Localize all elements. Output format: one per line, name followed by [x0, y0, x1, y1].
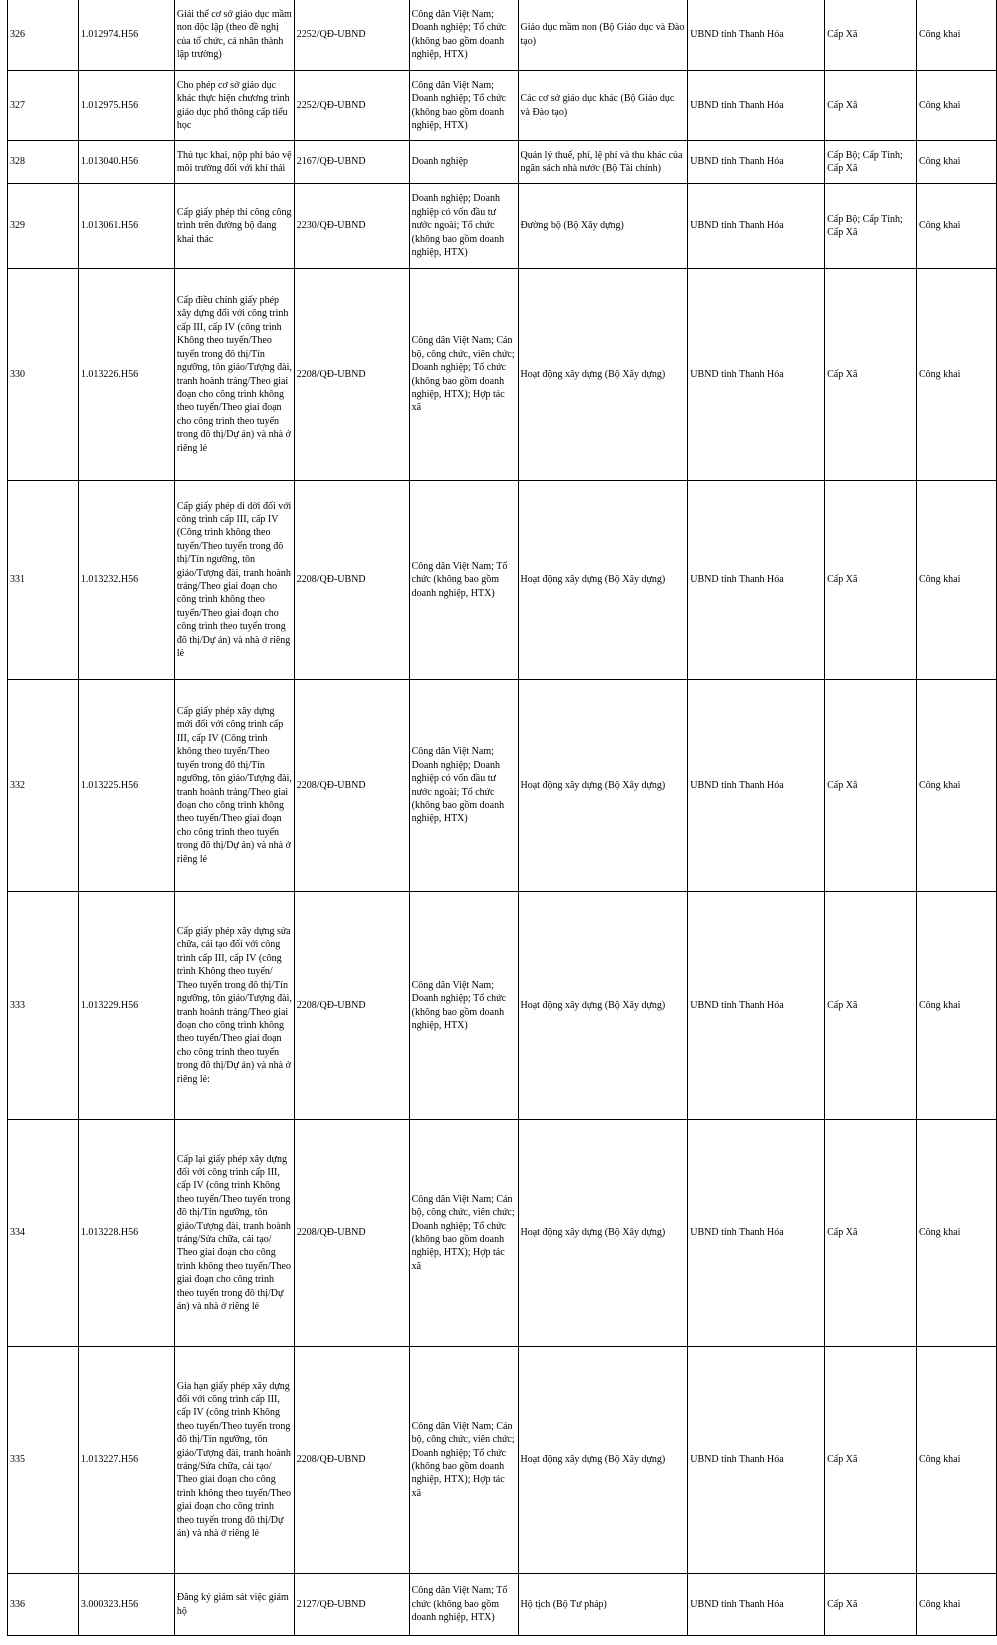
cell-subject: Công dân Việt Nam; Doanh nghiệp; Tổ chức (không bao gồm doanh nghiệp, HTX) — [409, 0, 518, 71]
cell-stt: 336 — [8, 1574, 79, 1636]
cell-agency: UBND tỉnh Thanh Hóa — [688, 1574, 825, 1636]
cell-code: 1.013229.H56 — [78, 892, 174, 1120]
cell-code: 1.013225.H56 — [78, 680, 174, 892]
cell-agency: UBND tỉnh Thanh Hóa — [688, 892, 825, 1120]
cell-level: Cấp Xã — [825, 1574, 917, 1636]
cell-status: Công khai — [917, 1347, 997, 1574]
cell-field: Quản lý thuế, phí, lệ phí và thu khác của ngân sách nhà nước (Bộ Tài chính) — [518, 141, 688, 184]
cell-status: Công khai — [917, 71, 997, 141]
cell-status: Công khai — [917, 1574, 997, 1636]
cell-status: Công khai — [917, 269, 997, 481]
cell-subject: Công dân Việt Nam; Cán bộ, công chức, viên chức; Doanh nghiệp; Tổ chức (không bao gồm doanh nghiệp, HTX); Hợp tác xã — [409, 269, 518, 481]
cell-stt: 326 — [8, 0, 79, 71]
cell-agency: UBND tỉnh Thanh Hóa — [688, 680, 825, 892]
cell-level: Cấp Xã — [825, 892, 917, 1120]
cell-field: Hoạt động xây dựng (Bộ Xây dựng) — [518, 481, 688, 680]
cell-agency: UBND tỉnh Thanh Hóa — [688, 1120, 825, 1347]
cell-agency: UBND tỉnh Thanh Hóa — [688, 269, 825, 481]
cell-name: Cho phép cơ sở giáo dục khác thực hiện chương trình giáo dục phổ thông cấp tiểu học — [174, 71, 294, 141]
cell-name: Cấp điều chỉnh giấy phép xây dựng đối với công trình cấp III, cấp IV (công trình Không theo tuyến/Theo tuyến trong đô thị/Tín ngưỡng, tôn giáo/Tượng đài, tranh hoành tráng/Theo giai đoạn cho công trình không theo tuyến/Theo giai đoạn cho công trình theo tuyến trong đô thị/Dự án) và nhà ở riêng lẻ — [174, 269, 294, 481]
table-row — [8, 1574, 997, 1636]
cell-code: 1.013227.H56 — [78, 1347, 174, 1574]
cell-stt: 330 — [8, 269, 79, 481]
cell-name: Cấp giấy phép di dời đối với công trình cấp III, cấp IV (Công trình không theo tuyến/Theo tuyến trong đô thị/Tín ngưỡng, tôn giáo/Tượng đài, tranh hoành tráng/Theo giai đoạn cho công trình không theo tuyến/Theo giai đoạn cho công trình theo tuyến trong đô thị/Dự án) và nhà ở riêng lẻ — [174, 481, 294, 680]
cell-status: Công khai — [917, 0, 997, 71]
cell-decision: 2252/QĐ-UBND — [294, 0, 409, 71]
cell-decision: 2167/QĐ-UBND — [294, 141, 409, 184]
cell-subject: Công dân Việt Nam; Tổ chức (không bao gồm doanh nghiệp, HTX) — [409, 481, 518, 680]
table-row — [8, 892, 997, 1120]
cell-decision: 2208/QĐ-UBND — [294, 481, 409, 680]
cell-agency: UBND tỉnh Thanh Hóa — [688, 481, 825, 680]
table-row — [8, 141, 997, 184]
cell-code: 3.000323.H56 — [78, 1574, 174, 1636]
cell-name: Cấp giấy phép thi công công trình trên đường bộ đang khai thác — [174, 184, 294, 269]
cell-stt: 329 — [8, 184, 79, 269]
cell-field: Hoạt động xây dựng (Bộ Xây dựng) — [518, 1120, 688, 1347]
cell-decision: 2208/QĐ-UBND — [294, 1347, 409, 1574]
table-row — [8, 1120, 997, 1347]
table-row — [8, 71, 997, 141]
cell-agency: UBND tỉnh Thanh Hóa — [688, 0, 825, 71]
cell-name: Đăng ký giám sát việc giám hộ — [174, 1574, 294, 1636]
cell-subject: Doanh nghiệp — [409, 141, 518, 184]
table-row — [8, 1347, 997, 1574]
cell-stt: 334 — [8, 1120, 79, 1347]
cell-agency: UBND tỉnh Thanh Hóa — [688, 184, 825, 269]
table-row — [8, 0, 997, 71]
cell-decision: 2208/QĐ-UBND — [294, 892, 409, 1120]
cell-agency: UBND tỉnh Thanh Hóa — [688, 71, 825, 141]
cell-status: Công khai — [917, 481, 997, 680]
cell-subject: Doanh nghiệp; Doanh nghiệp có vốn đầu tư nước ngoài; Tổ chức (không bao gồm doanh nghiệp, HTX) — [409, 184, 518, 269]
cell-level: Cấp Xã — [825, 1347, 917, 1574]
cell-code: 1.013226.H56 — [78, 269, 174, 481]
cell-level: Cấp Bộ; Cấp Tỉnh; Cấp Xã — [825, 184, 917, 269]
cell-subject: Công dân Việt Nam; Cán bộ, công chức, viên chức; Doanh nghiệp; Tổ chức (không bao gồm doanh nghiệp, HTX); Hợp tác xã — [409, 1347, 518, 1574]
cell-name: Giải thể cơ sở giáo dục mầm non độc lập (theo đề nghị của tổ chức, cá nhân thành lập trường) — [174, 0, 294, 71]
table-body — [8, 0, 997, 1636]
cell-stt: 328 — [8, 141, 79, 184]
cell-field: Đường bộ (Bộ Xây dựng) — [518, 184, 688, 269]
cell-subject: Công dân Việt Nam; Cán bộ, công chức, viên chức; Doanh nghiệp; Tổ chức (không bao gồm doanh nghiệp, HTX); Hợp tác xã — [409, 1120, 518, 1347]
cell-name: Cấp lại giấy phép xây dựng đối với công trình cấp III, cấp IV (công trình Không theo tuyến/Theo tuyến trong đô thị/Tín ngưỡng, tôn giáo/Tượng đài, tranh hoành tráng/Sửa chữa, cải tạo/ Theo giai đoạn cho công trình không theo tuyến/Theo giai đoạn cho công trình theo tuyến trong đô thị/Dự án) và nhà ở riêng lẻ — [174, 1120, 294, 1347]
cell-agency: UBND tỉnh Thanh Hóa — [688, 141, 825, 184]
cell-level: Cấp Bộ; Cấp Tỉnh; Cấp Xã — [825, 141, 917, 184]
cell-level: Cấp Xã — [825, 481, 917, 680]
cell-level: Cấp Xã — [825, 0, 917, 71]
cell-code: 1.013232.H56 — [78, 481, 174, 680]
cell-decision: 2252/QĐ-UBND — [294, 71, 409, 141]
cell-decision: 2127/QĐ-UBND — [294, 1574, 409, 1636]
cell-subject: Công dân Việt Nam; Tổ chức (không bao gồm doanh nghiệp, HTX) — [409, 1574, 518, 1636]
cell-level: Cấp Xã — [825, 1120, 917, 1347]
table-row — [8, 481, 997, 680]
cell-agency: UBND tỉnh Thanh Hóa — [688, 1347, 825, 1574]
cell-name: Thủ tục khai, nộp phí bảo vệ môi trường đối với khí thải — [174, 141, 294, 184]
cell-level: Cấp Xã — [825, 680, 917, 892]
cell-field: Giáo dục mầm non (Bộ Giáo dục và Đào tạo) — [518, 0, 688, 71]
cell-stt: 327 — [8, 71, 79, 141]
cell-stt: 333 — [8, 892, 79, 1120]
cell-status: Công khai — [917, 184, 997, 269]
cell-code: 1.013061.H56 — [78, 184, 174, 269]
cell-code: 1.013040.H56 — [78, 141, 174, 184]
cell-field: Hoạt động xây dựng (Bộ Xây dựng) — [518, 1347, 688, 1574]
cell-field: Hoạt động xây dựng (Bộ Xây dựng) — [518, 892, 688, 1120]
cell-subject: Công dân Việt Nam; Doanh nghiệp; Doanh nghiệp có vốn đầu tư nước ngoài; Tổ chức (không bao gồm doanh nghiệp, HTX) — [409, 680, 518, 892]
table-row — [8, 680, 997, 892]
cell-subject: Công dân Việt Nam; Doanh nghiệp; Tổ chức (không bao gồm doanh nghiệp, HTX) — [409, 892, 518, 1120]
cell-decision: 2208/QĐ-UBND — [294, 680, 409, 892]
cell-field: Các cơ sở giáo dục khác (Bộ Giáo dục và Đào tạo) — [518, 71, 688, 141]
cell-name: Cấp giấy phép xây dựng sửa chữa, cải tạo đối với công trình cấp III, cấp IV (công trình Không theo tuyến/ Theo tuyến trong đô thị/Tín ngưỡng, tôn giáo/Tượng đài, tranh hoành tráng/Theo giai đoạn cho công trình không theo tuyến/Theo giai đoạn cho công trình theo tuyến trong đô thị/Dự án) và nhà ở riêng lẻ: — [174, 892, 294, 1120]
cell-code: 1.012974.H56 — [78, 0, 174, 71]
table-row — [8, 184, 997, 269]
cell-status: Công khai — [917, 892, 997, 1120]
cell-name: Gia hạn giấy phép xây dựng đối với công trình cấp III, cấp IV (công trình Không theo tuyến/Theo tuyến trong đô thị/Tín ngưỡng, tôn giáo/Tượng đài, tranh hoành tráng/Sửa chữa, cải tạo/ Theo giai đoạn cho công trình không theo tuyến/Theo giai đoạn cho công trình theo tuyến trong đô thị/Dự án) và nhà ở riêng lẻ — [174, 1347, 294, 1574]
cell-decision: 2208/QĐ-UBND — [294, 269, 409, 481]
cell-field: Hộ tịch (Bộ Tư pháp) — [518, 1574, 688, 1636]
cell-decision: 2230/QĐ-UBND — [294, 184, 409, 269]
table-row — [8, 269, 997, 481]
procedures-table — [7, 0, 997, 1636]
cell-status: Công khai — [917, 141, 997, 184]
cell-status: Công khai — [917, 1120, 997, 1347]
cell-status: Công khai — [917, 680, 997, 892]
cell-code: 1.012975.H56 — [78, 71, 174, 141]
cell-name: Cấp giấy phép xây dựng mới đối với công trình cấp III, cấp IV (Công trình không theo tuyến/Theo tuyến trong đô thị/Tín ngưỡng, tôn giáo/Tượng đài, tranh hoành tráng/Theo giai đoạn cho công trình không theo tuyến/Theo giai đoạn cho công trình theo tuyến trong đô thị/Dự án) và nhà ở riêng lẻ — [174, 680, 294, 892]
cell-level: Cấp Xã — [825, 269, 917, 481]
cell-code: 1.013228.H56 — [78, 1120, 174, 1347]
cell-field: Hoạt động xây dựng (Bộ Xây dựng) — [518, 269, 688, 481]
cell-decision: 2208/QĐ-UBND — [294, 1120, 409, 1347]
cell-stt: 335 — [8, 1347, 79, 1574]
cell-stt: 332 — [8, 680, 79, 892]
cell-subject: Công dân Việt Nam; Doanh nghiệp; Tổ chức (không bao gồm doanh nghiệp, HTX) — [409, 71, 518, 141]
cell-level: Cấp Xã — [825, 71, 917, 141]
cell-stt: 331 — [8, 481, 79, 680]
cell-field: Hoạt động xây dựng (Bộ Xây dựng) — [518, 680, 688, 892]
